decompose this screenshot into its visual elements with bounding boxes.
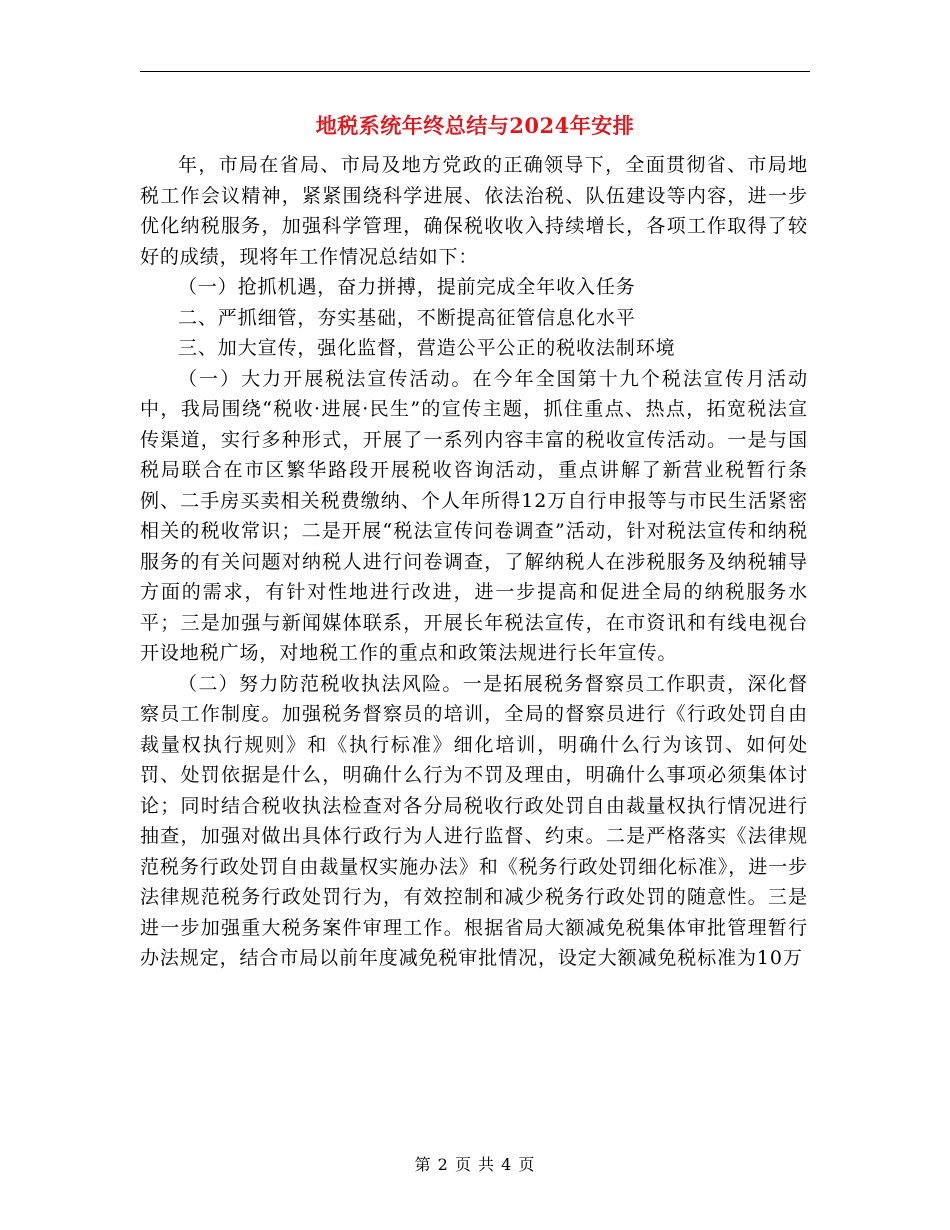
body-paragraph-tax-publicity: （一）大力开展税法宣传活动。在今年全国第十九个税法宣传月活动中，我局围绕“税收·进展·民生”的宣传主题，抓住重点、热点，拓宽税法宣传渠道，实行多种形式，开展了一系列内容丰富的税收宣传活动。一是与国税局联合在市区繁华路段开展税收咨询活动，重点讲解了新营业税暂行条例、二手房买卖相关税费缴纳、个人年所得12万自行申报等与市民生活紧密相关的税收常识；二是开展“税法宣传问卷调查”活动，针对税法宣传和纳税服务的有关问题对纳税人进行问卷调查，了解纳税人在涉税服务及纳税辅导方面的需求，有针对性地进行改进，进一步提高和促进全局的纳税服务水平；三是加强与新闻媒体联系，开展长年税法宣传，在市资讯和有线电视台开设地税广场，对地税工作的重点和政策法规进行长年宣传。	[140, 367, 808, 664]
section-heading-1: （一）抢抓机遇，奋力拼搏，提前完成全年收入任务	[178, 276, 636, 298]
body-paragraph-enforcement-risk: （二）努力防范税收执法风险。一是拓展税务督察员工作职责，深化督察员工作制度。加强税务督察员的培训，全局的督察员进行《行政处罚自由裁量权执行规则》和《执行标准》细化培训，明确什么行为该罚、如何处罚、处罚依据是什么，明确什么行为不罚及理由，明确什么事项必须集体讨论；同时结合税收执法检查对各分局税收行政处罚自由裁量权执行情况进行抽查，加强对做出具体行政行为人进行监督、约束。二是严格落实《法律规范税务行政处罚自由裁量权实施办法》和《税务行政处罚细化标准》，进一步法律规范税务行政处罚行为，有效控制和减少税务行政处罚的随意性。三是进一步加强重大税务案件审理工作。根据省局大额减免税集体审批管理暂行办法规定，结合市局以前年度减免税审批情况，设定大额减免税标准为10万	[140, 672, 808, 969]
intro-paragraph: 年，市局在省局、市局及地方党政的正确领导下，全面贯彻省、市局地税工作会议精神，紧紧围绕科学进展、依法治税、队伍建设等内容，进一步优化纳税服务，加强科学管理，确保税收收入持续增长，各项工作取得了较好的成绩，现将年工作情况总结如下：	[140, 154, 808, 268]
page-number: 第 2 页 共 4 页	[414, 1155, 536, 1174]
document-title: 地税系统年终总结与2024年安排	[315, 113, 635, 138]
document-body	[140, 150, 808, 974]
section-heading-2: 二、严抓细管，夯实基础，不断提高征管信息化水平	[178, 306, 636, 329]
section-heading-3: 三、加大宣传，强化监督，营造公平公正的税收法制环境	[178, 337, 676, 359]
header-rule	[140, 71, 810, 72]
